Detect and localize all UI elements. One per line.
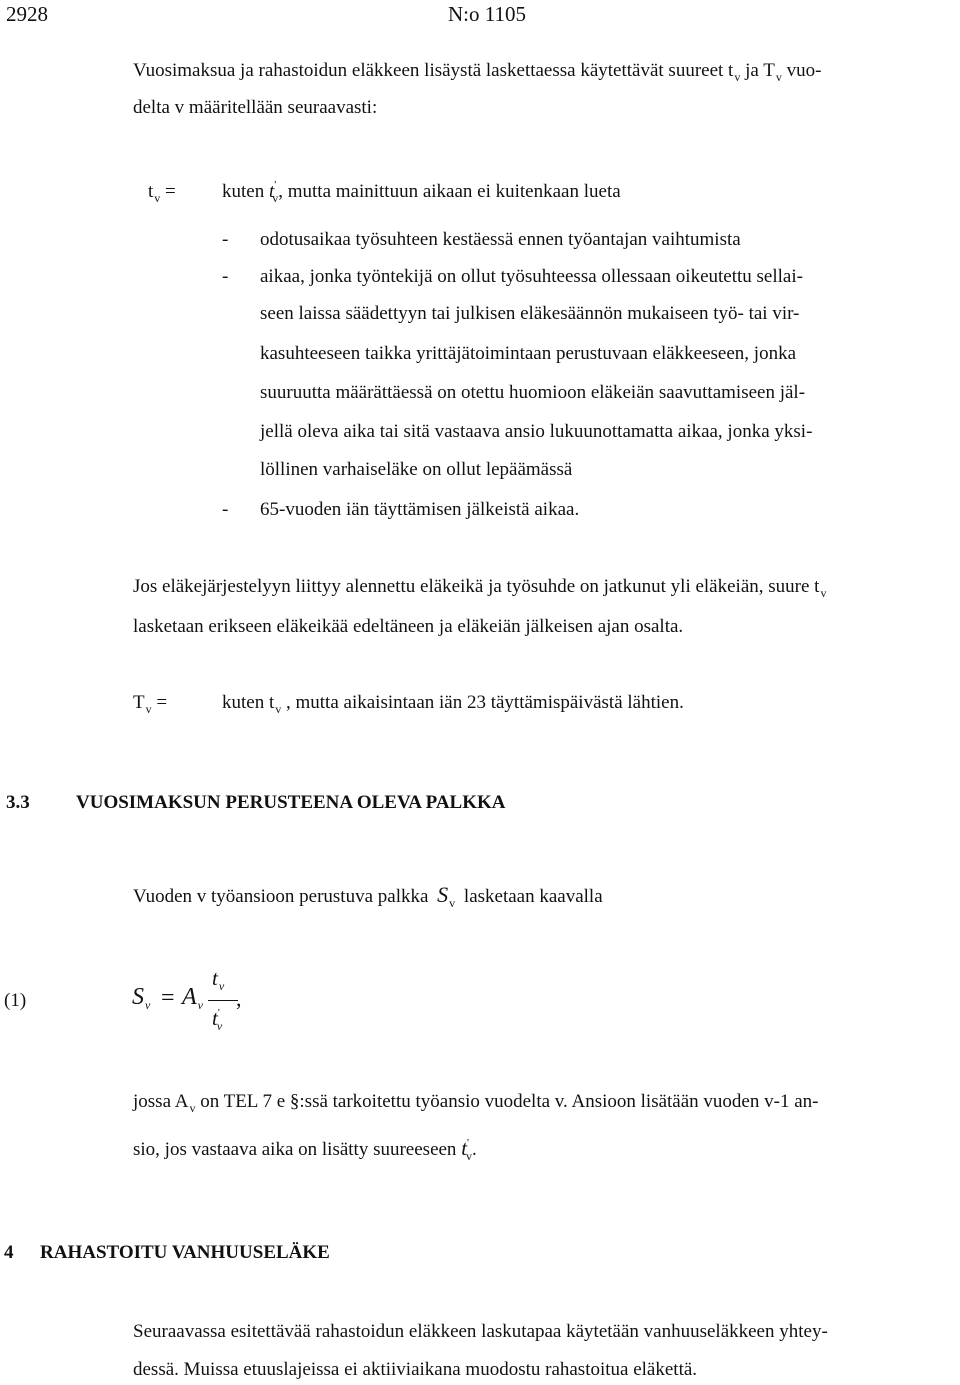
tv-label-t: t bbox=[148, 181, 154, 202]
tv-var-sup: ' bbox=[274, 179, 277, 191]
jossa-line-1 bbox=[133, 1091, 818, 1113]
formula-fraction-bar bbox=[208, 1000, 238, 1001]
jossa-post: on TEL 7 e §:ssä tarkoitettu työansio vuodelta v. Ansioon lisätään vuoden v-1 an- bbox=[195, 1091, 819, 1112]
jossa-line-2-post: . bbox=[472, 1139, 477, 1160]
Tv-text-pre: kuten t bbox=[222, 692, 275, 713]
formula-comma: , bbox=[236, 986, 242, 1011]
formula-A-sub: v bbox=[197, 998, 203, 1012]
final-line-2: dessä. Muissa etuuslajeissa ei aktiiviaikana muodostu rahastoitua eläkettä. bbox=[133, 1359, 698, 1380]
Tv-label-T: T bbox=[133, 692, 145, 713]
formula-den-t: t bbox=[212, 1006, 218, 1030]
tv-label bbox=[148, 181, 176, 203]
formula-numerator bbox=[212, 966, 224, 991]
page-number: 2928 bbox=[6, 2, 48, 26]
intro-line-1-text: Vuosimaksua ja rahastoidun eläkkeen lisäystä laskettaessa käytettävät suureet t bbox=[133, 60, 734, 81]
section-number: 4 bbox=[4, 1242, 14, 1263]
Tv-definition bbox=[222, 692, 684, 714]
list-dash: - bbox=[222, 229, 229, 250]
tv-var-sub: v bbox=[272, 191, 279, 205]
formula-den-sub: v bbox=[216, 1019, 223, 1033]
issue-number: N:o 1105 bbox=[448, 2, 526, 26]
intro-end: vuo- bbox=[781, 60, 822, 81]
jossa-sub: v bbox=[189, 1101, 196, 1115]
tv-text-pre: kuten bbox=[222, 181, 269, 202]
vuoden-para bbox=[133, 882, 603, 908]
formula-num-sub: v bbox=[218, 979, 225, 993]
intro-line-1 bbox=[133, 60, 821, 82]
vuoden-text-post: lasketaan kaavalla bbox=[459, 886, 603, 907]
formula-lhs-S: S bbox=[132, 984, 144, 1010]
section-title: VUOSIMAKSUN PERUSTEENA OLEVA PALKKA bbox=[76, 792, 506, 813]
jossa-line-2-pre: sio, jos vastaava aika on lisätty suureeseen bbox=[133, 1139, 462, 1160]
vuoden-text-pre: Vuoden v työansioon perustuva palkka bbox=[133, 886, 434, 907]
jossa-line-2-sub: v bbox=[466, 1149, 473, 1163]
formula-den-sup: ' bbox=[217, 1007, 220, 1019]
jossa-pre: jossa A bbox=[133, 1091, 189, 1112]
formula-denominator bbox=[212, 1006, 222, 1031]
jossa-line-2 bbox=[133, 1136, 477, 1161]
intro-line-2: delta v määritellään seuraavasti: bbox=[133, 97, 378, 118]
jossa-line-2-var: t bbox=[461, 1136, 468, 1160]
Tv-text-post: , mutta aikaisintaan iän 23 täyttämispäivästä lähtien. bbox=[281, 692, 684, 713]
list-item-line: suuruutta määrättäessä on otettu huomioon eläkeiän saavuttamiseen jäl- bbox=[260, 382, 806, 403]
jos-line-1 bbox=[133, 576, 826, 598]
list-item-line: jellä oleva aika tai sitä vastaava ansio lukuunottamatta aikaa, jonka yksi- bbox=[260, 421, 813, 442]
list-item-line: kasuhteeseen taikka yrittäjätoimintaan perustuvaan eläkkeeseen, jonka bbox=[260, 343, 797, 364]
list-item-line: aikaa, jonka työntekijä on ollut työsuhteessa ollessaan oikeutettu sellai- bbox=[260, 266, 803, 287]
formula-lhs bbox=[132, 984, 150, 1011]
formula-eq: = bbox=[161, 985, 175, 1011]
section-title: RAHASTOITU VANHUUSELÄKE bbox=[40, 1242, 330, 1263]
jos-line-2: lasketaan erikseen eläkeikää edeltäneen ja eläkeiän jälkeisen ajan osalta. bbox=[133, 616, 684, 637]
tv-text-post: , mutta mainittuun aikaan ei kuitenkaan lueta bbox=[278, 181, 621, 202]
section-number: 3.3 bbox=[6, 792, 30, 813]
Tv-text-sub: v bbox=[275, 702, 282, 716]
Tv-label bbox=[133, 692, 167, 714]
jos-sub: v bbox=[820, 586, 827, 600]
jossa-line-2-sup: ' bbox=[467, 1137, 470, 1149]
list-item-line: 65-vuoden iän täyttämisen jälkeistä aikaa. bbox=[260, 499, 580, 520]
list-dash: - bbox=[222, 266, 229, 287]
formula-lhs-sub: v bbox=[145, 998, 151, 1012]
list-item-line: seen laissa säädettyyn tai julkisen eläkesäännön mukaiseen työ- tai vir- bbox=[260, 303, 800, 324]
formula-A-letter: A bbox=[182, 984, 197, 1010]
intro-sub-1: v bbox=[734, 70, 741, 84]
formula-A bbox=[182, 984, 203, 1011]
formula-num-t: t bbox=[212, 966, 218, 990]
tv-definition bbox=[222, 181, 621, 203]
Tv-label-sub: v bbox=[145, 702, 152, 716]
jos-line-1-text: Jos eläkejärjestelyyn liittyy alennettu eläkeikä ja työsuhde on jatkunut yli eläkeiän, suure t bbox=[133, 576, 820, 597]
list-dash: - bbox=[222, 499, 229, 520]
vuoden-var-sub: v bbox=[449, 896, 456, 910]
vuoden-var: S bbox=[437, 882, 449, 907]
formula-number: (1) bbox=[4, 990, 27, 1011]
tv-label-sub: v bbox=[154, 191, 161, 205]
list-item-line: odotusaikaa työsuhteen kestäessä ennen työantajan vaihtumista bbox=[260, 229, 741, 250]
tv-label-eq: = bbox=[160, 181, 176, 202]
intro-mid: ja T bbox=[740, 60, 775, 81]
Tv-label-eq: = bbox=[151, 692, 168, 713]
tv-var: t bbox=[268, 181, 275, 202]
final-line-1: Seuraavassa esitettävää rahastoidun eläkkeen laskutapaa käytetään vanhuuseläkkeen yhtey- bbox=[133, 1321, 828, 1342]
intro-sub-2: v bbox=[775, 70, 782, 84]
list-item-line: löllinen varhaiseläke on ollut lepäämässä bbox=[260, 459, 573, 480]
